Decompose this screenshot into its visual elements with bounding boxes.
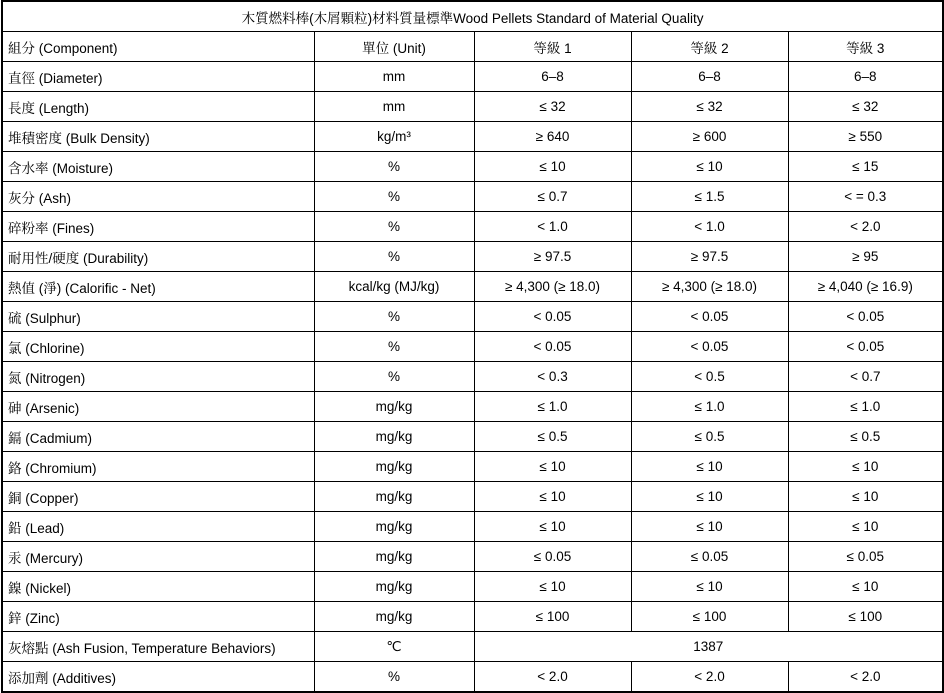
grade-2-cell: 6–8 — [631, 62, 788, 92]
grade-2-cell: ≤ 1.0 — [631, 392, 788, 422]
pellet-standard-table — [1, 0, 944, 693]
table-row — [2, 632, 943, 662]
grade-3-cell: ≤ 100 — [788, 602, 943, 632]
component-cell: 灰分 (Ash) — [2, 182, 314, 212]
grade-1-cell: 6–8 — [474, 62, 631, 92]
grade-3-cell: < 0.05 — [788, 332, 943, 362]
table-row — [2, 512, 943, 542]
header-grade-1: 等級 1 — [474, 32, 631, 62]
grade-2-cell: ≥ 4,300 (≥ 18.0) — [631, 272, 788, 302]
component-cell: 鉛 (Lead) — [2, 512, 314, 542]
grade-2-cell: ≤ 10 — [631, 572, 788, 602]
grade-1-cell: ≤ 0.7 — [474, 182, 631, 212]
grade-1-cell: ≤ 32 — [474, 92, 631, 122]
unit-cell: mg/kg — [314, 512, 474, 542]
grade-3-cell: ≤ 10 — [788, 512, 943, 542]
grade-2-cell: < 1.0 — [631, 212, 788, 242]
table-row — [2, 62, 943, 92]
grade-1-cell: < 1.0 — [474, 212, 631, 242]
table-row — [2, 362, 943, 392]
table-row — [2, 662, 943, 693]
grade-1-cell: ≤ 10 — [474, 512, 631, 542]
grade-3-cell: ≤ 0.05 — [788, 542, 943, 572]
table-row — [2, 92, 943, 122]
unit-cell: mg/kg — [314, 602, 474, 632]
grade-1-cell: ≥ 640 — [474, 122, 631, 152]
grade-3-cell: ≥ 4,040 (≥ 16.9) — [788, 272, 943, 302]
table-row — [2, 572, 943, 602]
grade-2-cell: < 0.5 — [631, 362, 788, 392]
table-row — [2, 602, 943, 632]
grade-3-cell: ≤ 32 — [788, 92, 943, 122]
grade-2-cell: ≤ 32 — [631, 92, 788, 122]
header-component: 組分 (Component) — [2, 32, 314, 62]
table-row — [2, 122, 943, 152]
component-cell: 堆積密度 (Bulk Density) — [2, 122, 314, 152]
component-cell: 鎘 (Cadmium) — [2, 422, 314, 452]
grade-2-cell: < 2.0 — [631, 662, 788, 693]
grade-3-cell: ≥ 95 — [788, 242, 943, 272]
table-title: 木質燃料棒(木屑顆粒)材料質量標準Wood Pellets Standard of Material Quality — [2, 1, 943, 32]
grade-1-cell: ≤ 100 — [474, 602, 631, 632]
component-cell: 銅 (Copper) — [2, 482, 314, 512]
grade-3-cell: 6–8 — [788, 62, 943, 92]
table-row — [2, 182, 943, 212]
unit-cell: % — [314, 212, 474, 242]
grade-1-cell: ≤ 10 — [474, 482, 631, 512]
header-grade-3: 等級 3 — [788, 32, 943, 62]
grade-2-cell: ≤ 0.05 — [631, 542, 788, 572]
unit-cell: % — [314, 302, 474, 332]
table-row — [2, 332, 943, 362]
component-cell: 直徑 (Diameter) — [2, 62, 314, 92]
grade-3-cell: < 0.05 — [788, 302, 943, 332]
header-row — [2, 32, 943, 62]
grade-1-cell: ≥ 97.5 — [474, 242, 631, 272]
table-row — [2, 272, 943, 302]
unit-cell: kcal/kg (MJ/kg) — [314, 272, 474, 302]
table-row — [2, 392, 943, 422]
component-cell: 灰熔點 (Ash Fusion, Temperature Behaviors) — [2, 632, 314, 662]
title-row — [2, 1, 943, 32]
grade-1-cell: < 0.3 — [474, 362, 631, 392]
grade-3-cell: < = 0.3 — [788, 182, 943, 212]
unit-cell: % — [314, 362, 474, 392]
unit-cell: % — [314, 182, 474, 212]
grade-2-cell: ≥ 600 — [631, 122, 788, 152]
table-row — [2, 152, 943, 182]
grade-1-cell: ≤ 1.0 — [474, 392, 631, 422]
component-cell: 汞 (Mercury) — [2, 542, 314, 572]
component-cell: 氯 (Chlorine) — [2, 332, 314, 362]
ash-fusion-value: 1387 — [474, 632, 943, 662]
grade-3-cell: ≤ 10 — [788, 452, 943, 482]
table-row — [2, 482, 943, 512]
grade-2-cell: ≤ 1.5 — [631, 182, 788, 212]
grade-3-cell: ≤ 10 — [788, 572, 943, 602]
unit-cell: mm — [314, 92, 474, 122]
grade-3-cell: ≤ 0.5 — [788, 422, 943, 452]
grade-2-cell: ≤ 0.5 — [631, 422, 788, 452]
unit-cell: % — [314, 152, 474, 182]
unit-cell: mg/kg — [314, 542, 474, 572]
grade-3-cell: ≤ 10 — [788, 482, 943, 512]
grade-2-cell: ≤ 10 — [631, 482, 788, 512]
unit-cell: % — [314, 332, 474, 362]
unit-cell: ℃ — [314, 632, 474, 662]
grade-1-cell: ≤ 0.5 — [474, 422, 631, 452]
component-cell: 耐用性/硬度 (Durability) — [2, 242, 314, 272]
unit-cell: mg/kg — [314, 422, 474, 452]
unit-cell: kg/m³ — [314, 122, 474, 152]
component-cell: 鋅 (Zinc) — [2, 602, 314, 632]
component-cell: 長度 (Length) — [2, 92, 314, 122]
header-unit: 單位 (Unit) — [314, 32, 474, 62]
grade-2-cell: < 0.05 — [631, 302, 788, 332]
grade-3-cell: < 2.0 — [788, 662, 943, 693]
unit-cell: mg/kg — [314, 572, 474, 602]
grade-1-cell: ≤ 10 — [474, 452, 631, 482]
component-cell: 添加劑 (Additives) — [2, 662, 314, 693]
component-cell: 砷 (Arsenic) — [2, 392, 314, 422]
grade-3-cell: ≤ 1.0 — [788, 392, 943, 422]
component-cell: 氮 (Nitrogen) — [2, 362, 314, 392]
unit-cell: mg/kg — [314, 392, 474, 422]
grade-3-cell: ≤ 15 — [788, 152, 943, 182]
table-row — [2, 242, 943, 272]
grade-2-cell: ≤ 10 — [631, 452, 788, 482]
grade-3-cell: ≥ 550 — [788, 122, 943, 152]
grade-2-cell: ≤ 10 — [631, 512, 788, 542]
unit-cell: mg/kg — [314, 482, 474, 512]
component-cell: 碎粉率 (Fines) — [2, 212, 314, 242]
unit-cell: mg/kg — [314, 452, 474, 482]
grade-1-cell: < 2.0 — [474, 662, 631, 693]
grade-2-cell: ≤ 100 — [631, 602, 788, 632]
table-row — [2, 212, 943, 242]
grade-1-cell: ≥ 4,300 (≥ 18.0) — [474, 272, 631, 302]
component-cell: 硫 (Sulphur) — [2, 302, 314, 332]
grade-2-cell: ≥ 97.5 — [631, 242, 788, 272]
grade-1-cell: ≤ 10 — [474, 572, 631, 602]
component-cell: 含水率 (Moisture) — [2, 152, 314, 182]
table-row — [2, 422, 943, 452]
table-row — [2, 302, 943, 332]
header-grade-2: 等級 2 — [631, 32, 788, 62]
component-cell: 熱值 (淨) (Calorific - Net) — [2, 272, 314, 302]
unit-cell: % — [314, 242, 474, 272]
grade-3-cell: < 0.7 — [788, 362, 943, 392]
grade-1-cell: ≤ 0.05 — [474, 542, 631, 572]
grade-2-cell: < 0.05 — [631, 332, 788, 362]
grade-1-cell: ≤ 10 — [474, 152, 631, 182]
unit-cell: % — [314, 662, 474, 693]
component-cell: 鎳 (Nickel) — [2, 572, 314, 602]
grade-1-cell: < 0.05 — [474, 332, 631, 362]
table-row — [2, 542, 943, 572]
table-row — [2, 452, 943, 482]
component-cell: 鉻 (Chromium) — [2, 452, 314, 482]
grade-3-cell: < 2.0 — [788, 212, 943, 242]
grade-1-cell: < 0.05 — [474, 302, 631, 332]
grade-2-cell: ≤ 10 — [631, 152, 788, 182]
unit-cell: mm — [314, 62, 474, 92]
